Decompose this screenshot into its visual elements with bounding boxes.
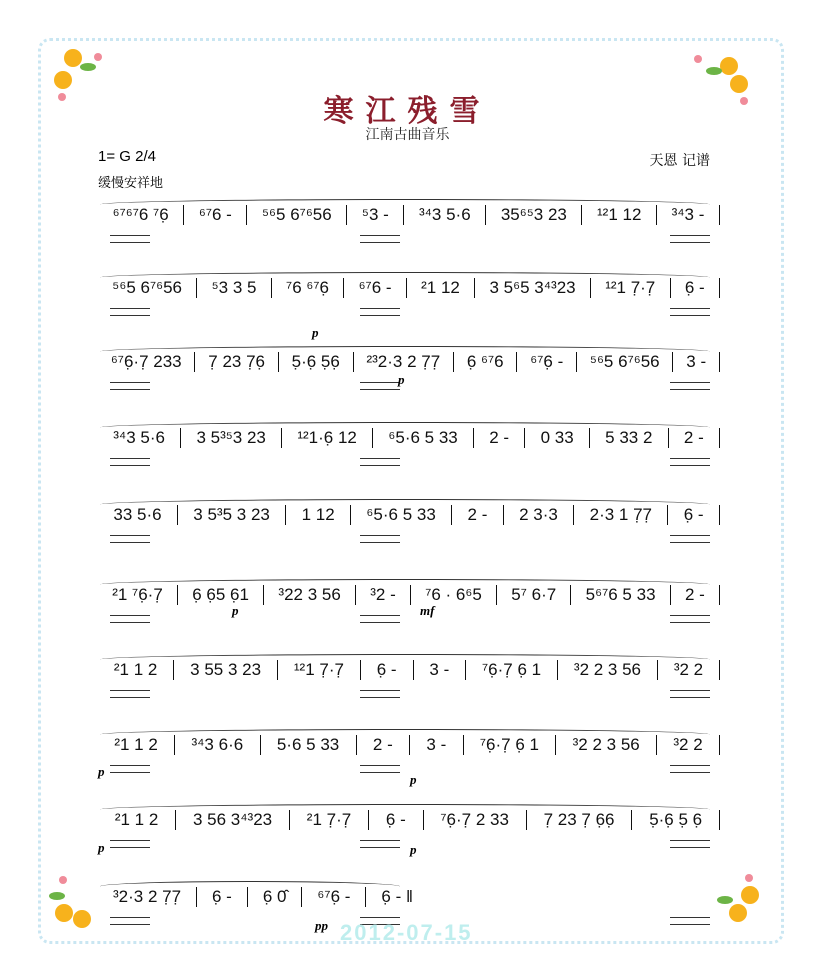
measure: ⁵⁶5 6⁷⁶56 — [261, 205, 332, 224]
dynamic-hairpin — [670, 458, 710, 466]
bar-line — [719, 278, 720, 298]
bar-line — [719, 352, 720, 372]
measure: ³2·3 2 7̣7̣ — [112, 887, 182, 906]
page-title: 寒江残雪 — [323, 94, 492, 129]
measure: 3 5⁶5 3⁴³23 — [489, 278, 576, 297]
measure: ⁵3 - — [361, 205, 389, 224]
measure: ²1 1 2 — [114, 735, 158, 754]
score-line — [98, 735, 720, 755]
measure: 5̣·6̣ 5̣ 6̣ — [649, 810, 703, 829]
measure: ²1 1 2 — [113, 660, 158, 679]
dynamic-hairpin — [670, 917, 710, 925]
measure: ³2 2 — [673, 735, 703, 754]
measure: 6̣ - — [683, 505, 704, 524]
dynamic-hairpin — [110, 690, 150, 698]
measure: ³2 2 3 56 — [573, 660, 642, 679]
measure: 33 5·6 — [113, 505, 162, 524]
dynamic-hairpin — [110, 615, 150, 623]
measure: ⁷6̣·7̣ 6̣ 1 — [479, 735, 539, 754]
dynamic-marking: p — [98, 764, 105, 779]
bar-line — [719, 585, 720, 605]
measure: ³⁴3 5·6 — [113, 428, 165, 447]
tempo-marking: 缓慢安祥地 — [98, 176, 164, 191]
measure: ³2 - — [370, 585, 396, 604]
dynamic-hairpin — [360, 308, 400, 316]
measure: ⁵⁶5 6⁷⁶56 — [112, 278, 183, 297]
measure: ⁷6̣·7̣ 2 33 — [440, 810, 509, 829]
flower-decoration-icon — [705, 870, 765, 930]
measure: 6̣ 0̂ — [262, 887, 287, 906]
measure: ⁶5·6 5 33 — [388, 428, 458, 447]
bar-line — [719, 735, 720, 755]
measure: 2·3 1 7̣7̣ — [589, 505, 652, 524]
dynamic-hairpin — [360, 458, 400, 466]
measure: 2 - — [467, 505, 488, 524]
measure: 2 - — [684, 585, 705, 604]
measure: ⁷6̣·7̣ 6̣ 1 — [482, 660, 542, 679]
measure: ³22 3 56 — [278, 585, 341, 604]
score-line — [98, 352, 720, 372]
dynamic-hairpin — [110, 840, 150, 848]
dynamic-hairpin — [670, 615, 710, 623]
dynamic-hairpin — [360, 690, 400, 698]
dynamic-hairpin — [360, 382, 400, 390]
measure: ²³2·3 2 7̣7̣ — [366, 352, 441, 371]
score-line — [98, 205, 720, 225]
measure: ³⁴3 6·6 — [191, 735, 244, 754]
measure: 1 12 — [301, 505, 335, 524]
measure: 7̣ 23 7̣6̣ — [208, 352, 265, 371]
measure: 5⁷ 6·7 — [511, 585, 557, 604]
measure: ¹²1 12 — [597, 205, 642, 224]
measure: ⁶⁷⁶⁷6 ⁷6̣ — [112, 205, 169, 224]
measure: 6̣ - — [376, 660, 397, 679]
measure: ²1 7̣·7̣ — [306, 810, 352, 829]
key-signature: 1= G 2/4 — [98, 148, 156, 165]
measure: ⁷6 ⁶⁷6̣ — [286, 278, 329, 297]
measure: 3 - — [426, 735, 447, 754]
score-line — [98, 810, 720, 830]
measure: ³2 2 — [673, 660, 704, 679]
measure: ⁶⁷6̣·7̣ 233 — [110, 352, 182, 371]
measure: ³⁴3 - — [671, 205, 705, 224]
measure: 3 56 3⁴³23 — [192, 810, 273, 829]
measure: 5⁶⁷6 5 33 — [585, 585, 656, 604]
measure: 2 - — [683, 428, 704, 447]
dynamic-hairpin — [110, 235, 150, 243]
measure: 5 33 2 — [605, 428, 653, 447]
measure: 3 5³5 3 23 — [193, 505, 270, 524]
dynamic-hairpin — [670, 535, 710, 543]
measure: 3 - — [429, 660, 450, 679]
measure: 6̣ - — [385, 810, 406, 829]
dynamic-hairpin — [110, 917, 150, 925]
measure: ⁶5·6 5 33 — [366, 505, 436, 524]
dynamic-hairpin — [360, 765, 400, 773]
dynamic-marking: p — [410, 842, 417, 857]
dynamic-marking: p — [232, 603, 239, 618]
measure: 35⁶⁵3 23 — [500, 205, 567, 224]
dynamic-hairpin — [670, 840, 710, 848]
score-line — [98, 278, 720, 298]
measure: ³⁴3 5·6 — [418, 205, 471, 224]
dynamic-hairpin — [110, 535, 150, 543]
dynamic-hairpin — [360, 615, 400, 623]
dynamic-hairpin — [670, 690, 710, 698]
dynamic-hairpin — [360, 840, 400, 848]
measure: ⁶⁷6̣ - — [317, 887, 351, 906]
measure: 7̣ 23 7̣ 6̣6̣ — [543, 810, 615, 829]
measure: 2 - — [372, 735, 393, 754]
dynamic-marking: mf — [420, 603, 435, 618]
dynamic-hairpin — [110, 765, 150, 773]
bar-line — [719, 505, 720, 525]
bar-line — [719, 810, 720, 830]
score-line — [98, 505, 720, 525]
measure: ⁶⁷6̣ - — [530, 352, 564, 371]
dynamic-marking: p — [398, 372, 405, 387]
dynamic-marking: p — [98, 840, 105, 855]
measure: 6̣ - ‖ — [381, 887, 413, 906]
dynamic-hairpin — [670, 765, 710, 773]
measure: ²1 ⁷6̣·7̣ — [112, 585, 163, 604]
dynamic-hairpin — [670, 308, 710, 316]
measure: 5·6 5 33 — [276, 735, 340, 754]
flower-decoration-icon — [45, 870, 105, 930]
measure: 3 55 3 23 — [190, 660, 262, 679]
score-line — [98, 660, 720, 680]
measure: 3 - — [686, 352, 707, 371]
author-credit: 天恩 记谱 — [649, 153, 710, 169]
dynamic-hairpin — [360, 535, 400, 543]
date-watermark: 2012-07-15 — [340, 920, 473, 945]
measure: 6̣ - — [684, 278, 705, 297]
dynamic-hairpin — [670, 235, 710, 243]
dynamic-hairpin — [110, 308, 150, 316]
measure: ⁷6 · 6⁶5 — [425, 585, 482, 604]
dynamic-hairpin — [110, 382, 150, 390]
measure: ²1 1 2 — [114, 810, 159, 829]
subtitle: 江南古曲音乐 — [365, 127, 450, 143]
measure: ⁵3 3 5 — [211, 278, 257, 297]
measure: 0 33 — [540, 428, 574, 447]
measure: 5̣·6̣ 5̣6̣ — [291, 352, 340, 371]
dynamic-hairpin — [360, 235, 400, 243]
bar-line — [719, 205, 720, 225]
measure: ⁵⁶5 6⁷⁶56 — [589, 352, 660, 371]
dynamic-marking: p — [312, 325, 319, 340]
measure: 3 5³⁵3 23 — [196, 428, 266, 447]
measure: ²1 12 — [421, 278, 460, 297]
dynamic-marking: pp — [315, 918, 328, 933]
score-line — [98, 585, 720, 605]
dynamic-marking: p — [410, 772, 417, 787]
score-line — [98, 428, 720, 448]
measure: 6̣ 6̣5 6̣1 — [192, 585, 249, 604]
measure: 6̣ - — [212, 887, 232, 906]
dynamic-hairpin — [110, 458, 150, 466]
measure: ⁶⁷6 - — [358, 278, 392, 297]
measure: 6̣ ⁶⁷6 — [466, 352, 504, 371]
measure: ⁶⁷6 - — [198, 205, 232, 224]
measure: 2 - — [489, 428, 510, 447]
measure: ³2 2 3 56 — [572, 735, 640, 754]
dynamic-hairpin — [670, 382, 710, 390]
score-line — [98, 887, 428, 907]
measure: ¹²1 7̣·7̣ — [605, 278, 656, 297]
measure: 2 3·3 — [519, 505, 558, 524]
bar-line — [719, 428, 720, 448]
measure: ¹²1·6̣ 12 — [297, 428, 357, 447]
bar-line — [719, 660, 720, 680]
measure: ¹²1 7̣·7̣ — [293, 660, 344, 679]
